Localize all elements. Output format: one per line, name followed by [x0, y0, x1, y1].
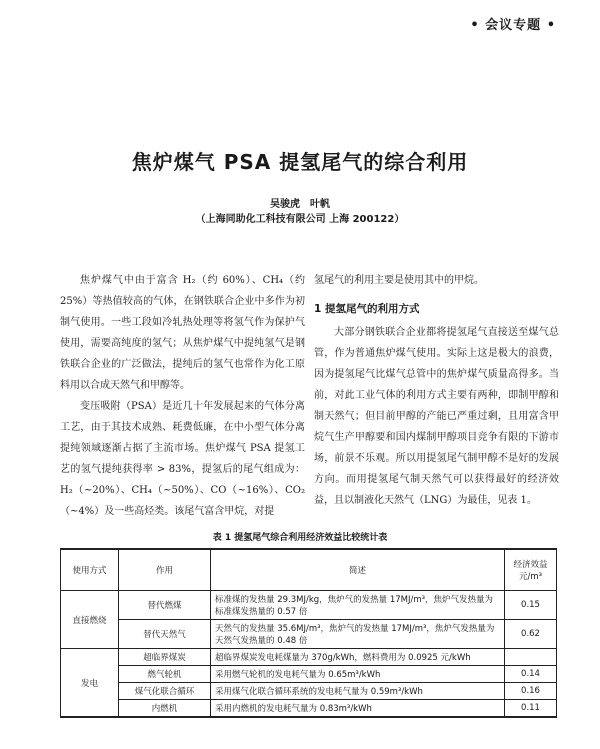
table-row [61, 683, 557, 700]
description-cell: 采用煤气化联合循环系统的发电耗气量为 0.59m³/kWh [211, 683, 505, 700]
table-row [61, 649, 557, 666]
section-tag: • 会议专题 • [470, 18, 556, 33]
description-cell: 采用燃气轮机的发电耗气量为 0.65m³/kWh [211, 666, 505, 683]
table-row [61, 620, 557, 649]
function-cell: 内燃机 [119, 700, 211, 718]
description-cell: 超临界煤炭发电耗煤量为 370g/kWh，燃料费用为 0.0925 元/kWh [211, 649, 505, 666]
benefit-cell: 0.11 [505, 700, 557, 718]
table-row [61, 666, 557, 683]
column-header: 经济效益元/m³ [505, 549, 557, 591]
paragraph: 变压吸附（PSA）是近几十年发展起来的气体分离工艺，由于其技术成熟、耗费低廉，在中小型气体分离提纯领域逐渐占据了主流市场。焦炉煤气 PSA 提氢工艺的氢气提纯获得率 > 83%，提氢后的尾气组成为：H₂（~20%）、CH₄（~50%）、CO（~16%）、CO₂（~4%）及一些高烃类。该尾气富含甲烷，对提 [60, 401, 305, 517]
function-cell: 燃气轮机 [119, 666, 211, 683]
benefit-cell: 0.62 [505, 620, 557, 649]
usage-mode-cell: 直接燃烧 [61, 591, 119, 649]
column-header: 作用 [119, 549, 211, 591]
usage-mode-cell: 发电 [61, 649, 119, 718]
column-header: 使用方式 [61, 549, 119, 591]
function-cell: 替代燃煤 [119, 591, 211, 620]
economics-table [60, 548, 557, 718]
table-row [61, 700, 557, 718]
affiliation: （上海同助化工科技有限公司 上海 200122） [195, 214, 405, 225]
authors: 吴骏虎 叶帆 [270, 199, 330, 210]
benefit-cell: 0.16 [505, 683, 557, 700]
column-header: 简述 [211, 549, 505, 591]
description-cell: 采用内燃机的发电耗气量为 0.83m³/kWh [211, 700, 505, 718]
function-cell: 替代天然气 [119, 620, 211, 649]
paragraph: 大部分钢铁联合企业都将提氢尾气直接送至煤气总管，作为普通焦炉煤气使用。实际上这是极大的浪费，因为提氢尾气比煤气总管中的焦炉煤气质量高得多。当前，对此工业气体的利用方式主要有两种，即制甲醇和制天然气；但目前甲醇的产能已严重过剩，且用富含甲烷气生产甲醇要和国内煤制甲醇项目竞争有限的下游市场，前景不乐观。所以用提氢尾气制甲醇不是好的发展方向。而用提氢尾气制天然气可以获得最好的经济效益，且以制液化天然气（LNG）为最佳，见表 1。 [314, 327, 559, 506]
paragraph: 焦炉煤气中由于富含 H₂（约 60%）、CH₄（约 25%）等热值较高的气体，在钢铁联合企业中多作为初制气使用。一些工段如冷轧热处理等将氢气作为保护气使用，需要高纯度的氢气；从焦炉煤气中提纯氢气是钢铁联合企业的广泛做法，提纯后的氢气也常作为化工原料用以合成天然气和甲醇等。 [60, 275, 305, 391]
benefit-cell: 0.15 [505, 591, 557, 620]
table-caption: 表 1 提氢尾气综合利用经济效益比较统计表 [212, 533, 388, 543]
function-cell: 超临界煤炭 [119, 649, 211, 666]
function-cell: 煤气化联合循环 [119, 683, 211, 700]
benefit-cell [505, 649, 557, 666]
article-title: 焦炉煤气 PSA 提氢尾气的综合利用 [131, 150, 469, 174]
description-cell: 标准煤的发热量 29.3MJ/kg，焦炉气的发热量 17MJ/m³，焦炉气发热量为标准煤发热量的 0.57 倍 [211, 591, 505, 620]
table-header-row [61, 549, 557, 591]
right-column [314, 270, 559, 511]
benefit-cell: 0.14 [505, 666, 557, 683]
section-heading: 1 提氢尾气的利用方式 [314, 303, 420, 315]
table-row [61, 591, 557, 620]
description-cell: 天然气的发热量 35.6MJ/m³，焦炉气的发热量 17MJ/m³，焦炉气发热量为天然气发热量的 0.48 倍 [211, 620, 505, 649]
paragraph: 氢尾气的利用主要是使用其中的甲烷。 [314, 275, 484, 286]
left-column [60, 270, 305, 522]
